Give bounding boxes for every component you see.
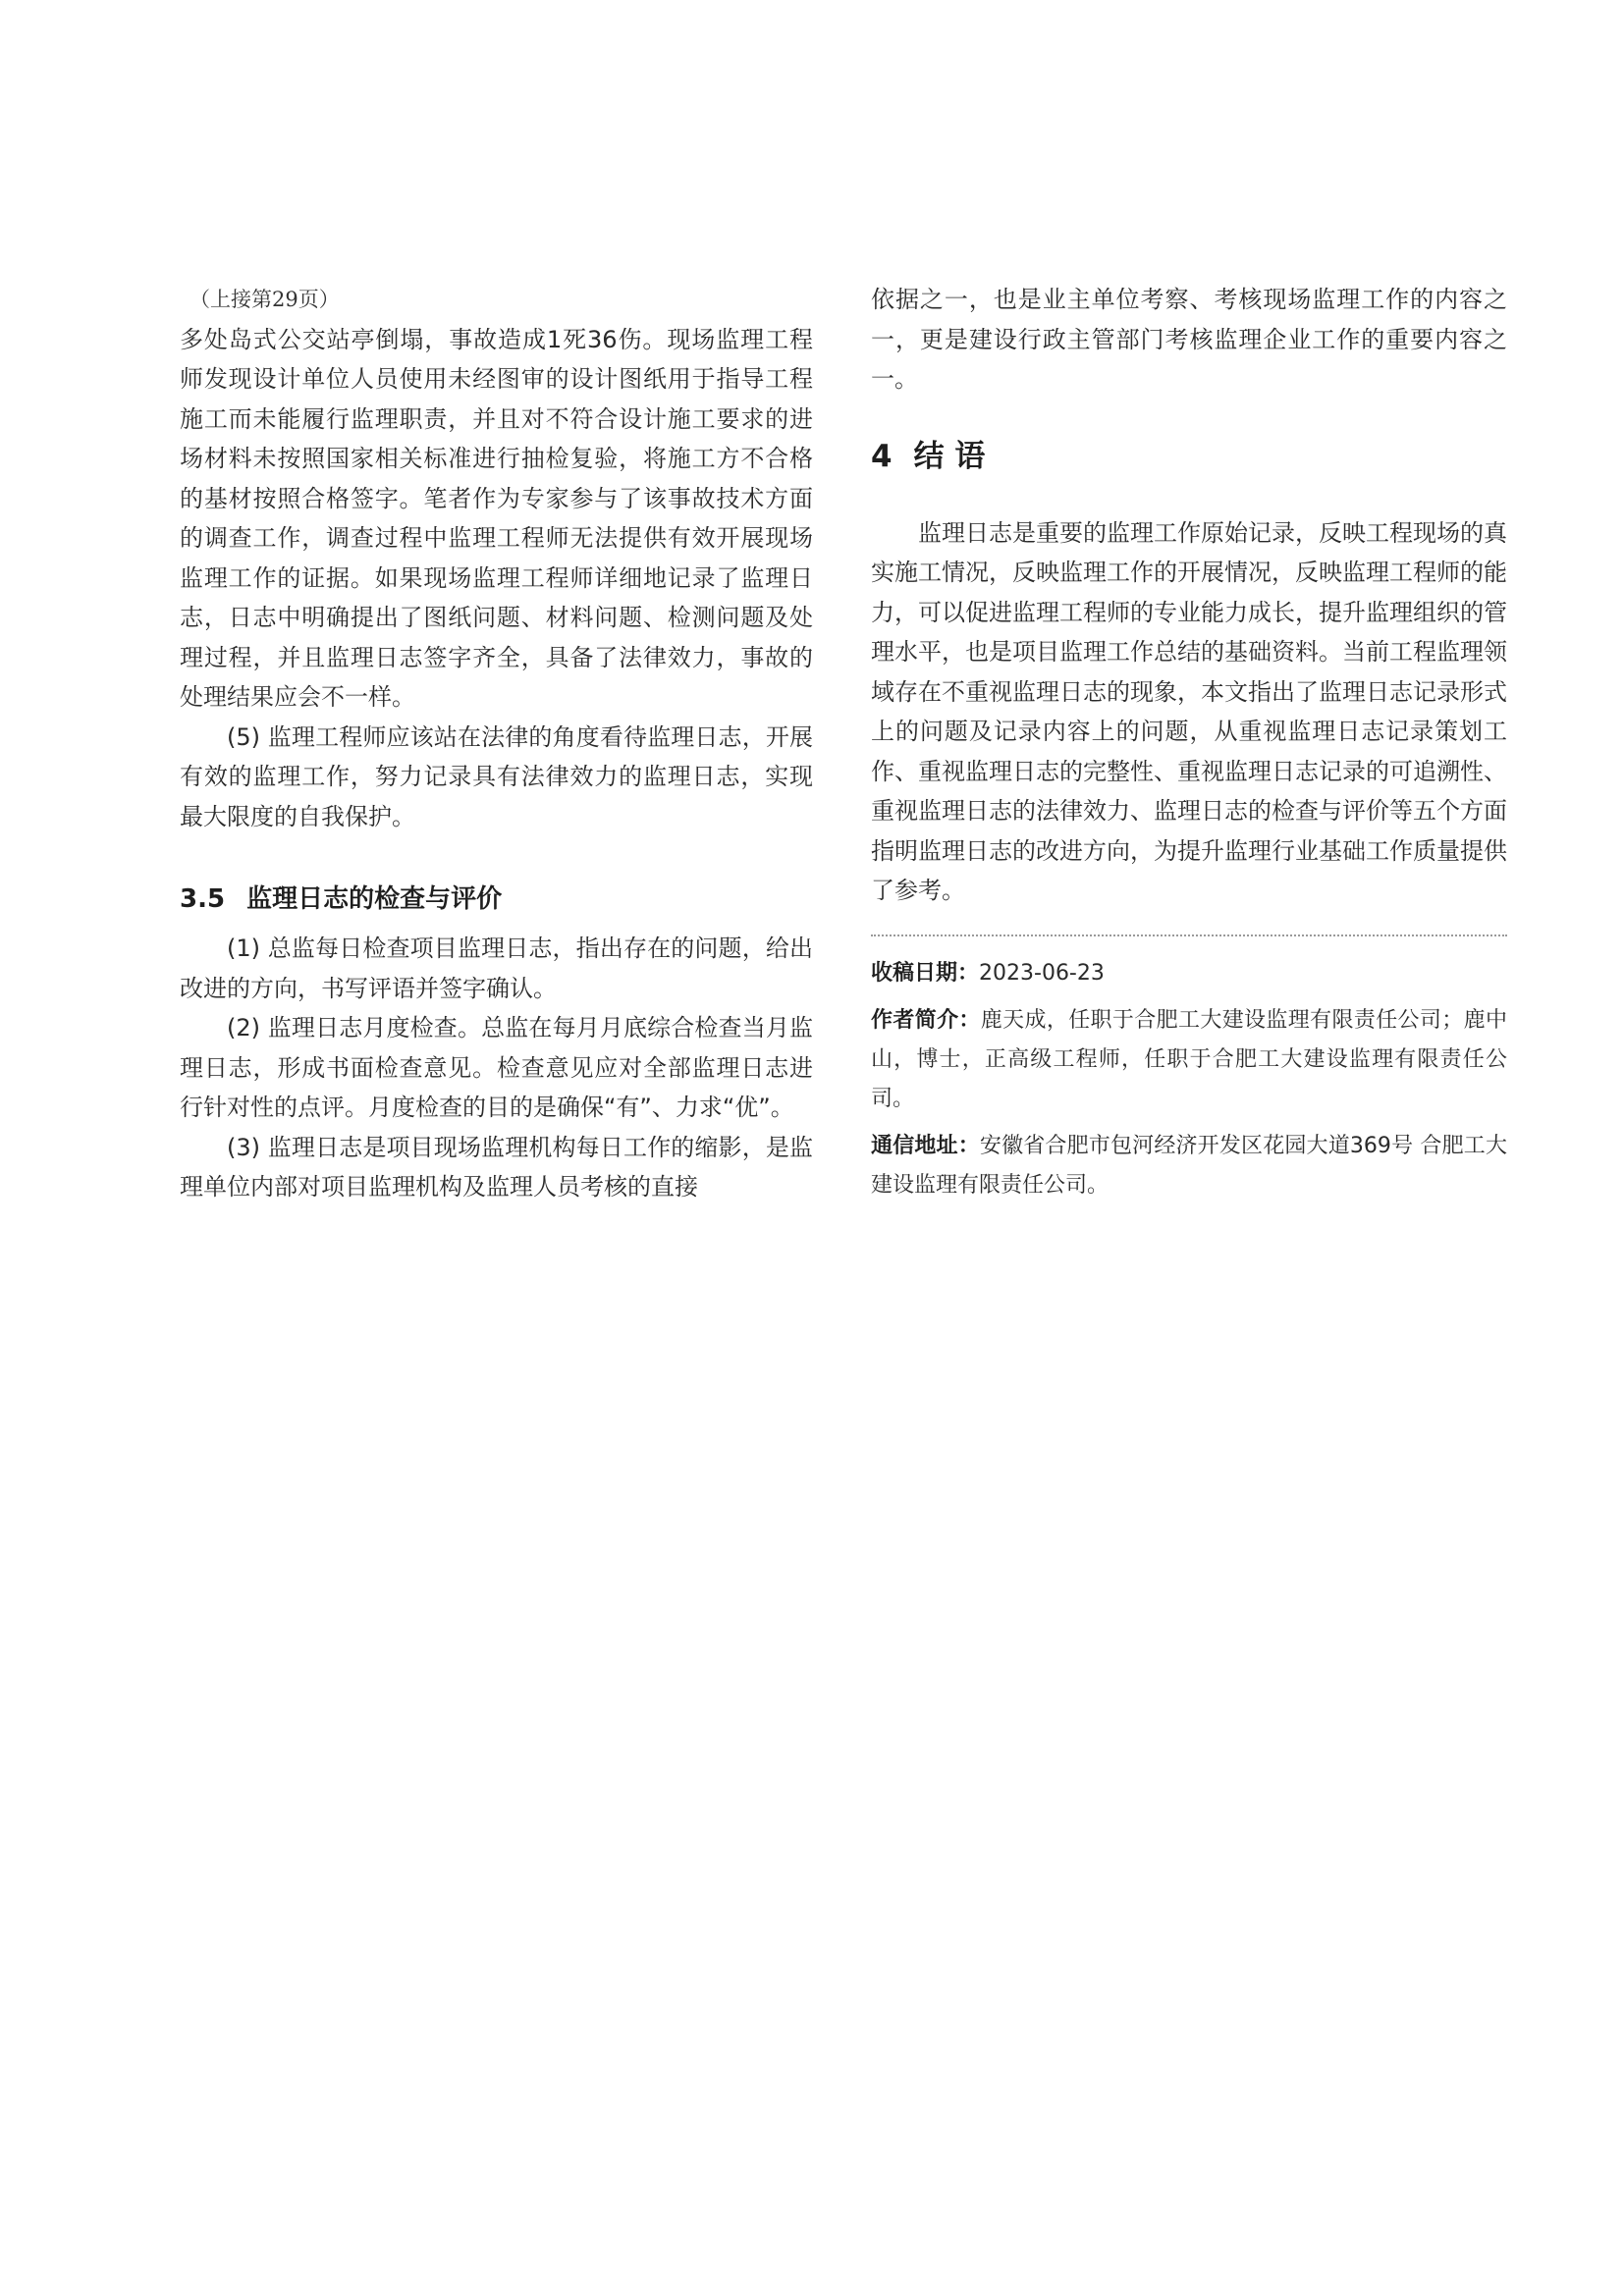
body-paragraph: 多处岛式公交站亭倒塌，事故造成1死36伤。现场监理工程师发现设计单位人员使用未经图审的设计图纸用于指导工程施工而未能履行监理职责，并且对不符合设计施工要求的进场材料未按照国家相关标准进行抽检复验，将施工方不合格的基材按照合格签字。笔者作为专家参与了该事故技术方面的调查工作，调查过程中监理工程师无法提供有效开展现场监理工作的证据。如果现场监理工程师详细地记录了监理日志，日志中明确提出了图纸问题、材料问题、检测问题及处理过程，并且监理日志签字齐全，具备了法律效力，事故的处理结果应会不一样。 [180, 325, 813, 711]
mailing-address-label: 通信地址： [871, 1133, 980, 1158]
section-title: 结 语 [913, 438, 986, 474]
body-paragraph: 依据之一，也是业主单位考察、考核现场监理工作的内容之一，更是建设行政主管部门考核监理企业工作的重要内容之一。 [871, 286, 1507, 393]
author-info [871, 1001, 1507, 1119]
list-item: (1) 总监每日检查项目监理日志，指出存在的问题，给出改进的方向，书写评语并签字确认。 [180, 934, 813, 1002]
dotted-divider [871, 934, 1507, 936]
author-info-label: 作者简介： [871, 1007, 981, 1033]
conclusion-paragraph: 监理日志是重要的监理工作原始记录，反映工程现场的真实施工情况，反映监理工作的开展情况，反映监理工程师的能力，可以促进监理工程师的专业能力成长，提升监理组织的管理水平，也是项目监理工作总结的基础资料。当前工程监理领域存在不重视监理日志的现象，本文指出了监理日志记录形式上的问题及记录内容上的问题，从重视监理日志记录策划工作、重视监理日志的完整性、重视监理日志记录的可追溯性、重视监理日志的法律效力、监理日志的检查与评价等五个方面指明监理日志的改进方向，为提升监理行业基础工作质量提供了参考。 [871, 518, 1507, 904]
mailing-address-value: 安徽省合肥市包河经济开发区花园大道369号 合肥工大建设监理有限责任公司。 [871, 1133, 1507, 1198]
received-date-value: 2023-06-23 [979, 960, 1105, 986]
received-date [871, 954, 1507, 993]
body-paragraph: (5) 监理工程师应该站在法律的角度看待监理日志，开展有效的监理工作，努力记录具有法律效力的监理日志，实现最大限度的自我保护。 [180, 722, 813, 830]
list-item: (2) 监理日志月度检查。总监在每月月底综合检查当月监理日志，形成书面检查意见。检查意见应对全部监理日志进行针对性的点评。月度检查的目的是确保“有”、力求“优”。 [180, 1014, 813, 1121]
section-title: 监理日志的检查与评价 [246, 884, 503, 914]
author-info-value: 鹿天成，任职于合肥工大建设监理有限责任公司；鹿中山，博士，正高级工程师，任职于合肥工大建设监理有限责任公司。 [871, 1007, 1507, 1111]
list-item: (3) 监理日志是项目现场监理机构每日工作的缩影，是监理单位内部对项目监理机构及监理人员考核的直接 [180, 1133, 813, 1201]
mailing-address [871, 1127, 1507, 1205]
section-number: 3.5 [180, 884, 226, 914]
continued-from-note: （上接第29页） [189, 288, 340, 311]
section-heading-4 [871, 437, 1507, 476]
section-heading-3-5 [180, 880, 813, 919]
received-date-label: 收稿日期： [871, 960, 980, 986]
right-column [871, 280, 1507, 1213]
left-column [180, 280, 813, 1207]
section-number: 4 [871, 438, 893, 474]
